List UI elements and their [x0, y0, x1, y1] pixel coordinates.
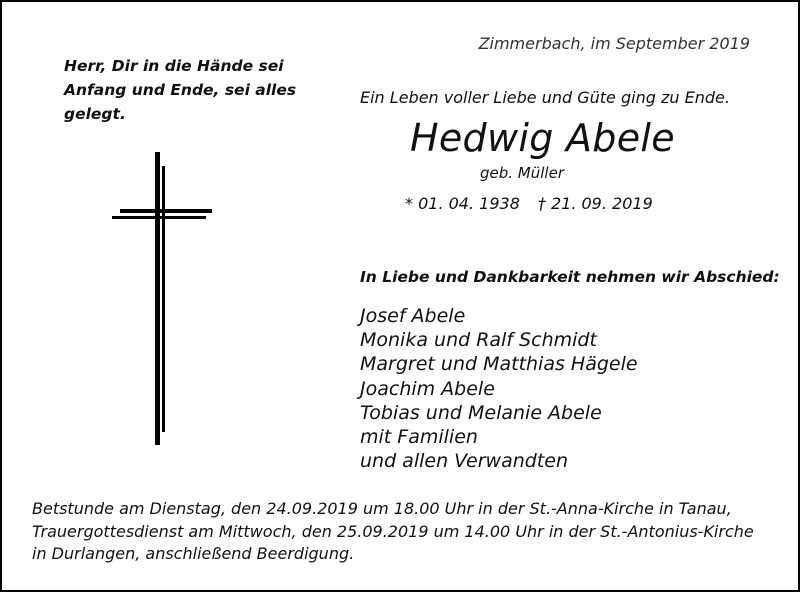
mourner: und allen Verwandten [360, 450, 569, 473]
mourner: Tobias und Melanie Abele [360, 401, 602, 424]
cross-horizontal-beam [120, 209, 212, 213]
mourner: Joachim Abele [360, 377, 495, 400]
mourner: Monika und Ralf Schmidt [360, 329, 597, 352]
death-date: † 21. 09. 2019 [537, 194, 653, 213]
deceased-name: Hedwig Abele [410, 116, 675, 160]
mourners-list [360, 304, 638, 473]
quote-line: Anfang und Ende, sei alles [64, 81, 297, 99]
service-line: Trauergottesdienst am Mittwoch, den 25.09.2019 um 14.00 Uhr in der St.-Antonius-Kirche [32, 521, 754, 541]
life-dates [405, 194, 653, 213]
quote-line: Herr, Dir in die Hände sei [64, 57, 284, 75]
quote-line: gelegt. [64, 105, 126, 123]
cross-icon [110, 152, 214, 447]
cross-vertical-beam [155, 152, 160, 445]
life-line: Ein Leben voller Liebe und Güte ging zu Ende. [360, 88, 730, 107]
mourner: Margret und Matthias Hägele [360, 353, 638, 376]
cross-horizontal-beam-lower [112, 216, 206, 219]
bible-quote [64, 54, 296, 126]
birth-date: * 01. 04. 1938 [405, 194, 520, 213]
place-date: Zimmerbach, im September 2019 [478, 34, 750, 53]
maiden-name: geb. Müller [480, 164, 564, 182]
service-line: Betstunde am Dienstag, den 24.09.2019 um 18.00 Uhr in der St.-Anna-Kirche in Tanau, [32, 499, 732, 518]
service-line: in Durlangen, anschließend Beerdigung. [32, 544, 355, 563]
mourner: mit Familien [360, 426, 478, 449]
farewell-heading: In Liebe und Dankbarkeit nehmen wir Abschied: [360, 268, 780, 286]
service-info [32, 498, 754, 566]
mourner: Josef Abele [360, 305, 466, 327]
cross-vertical-beam-inner [162, 166, 165, 432]
